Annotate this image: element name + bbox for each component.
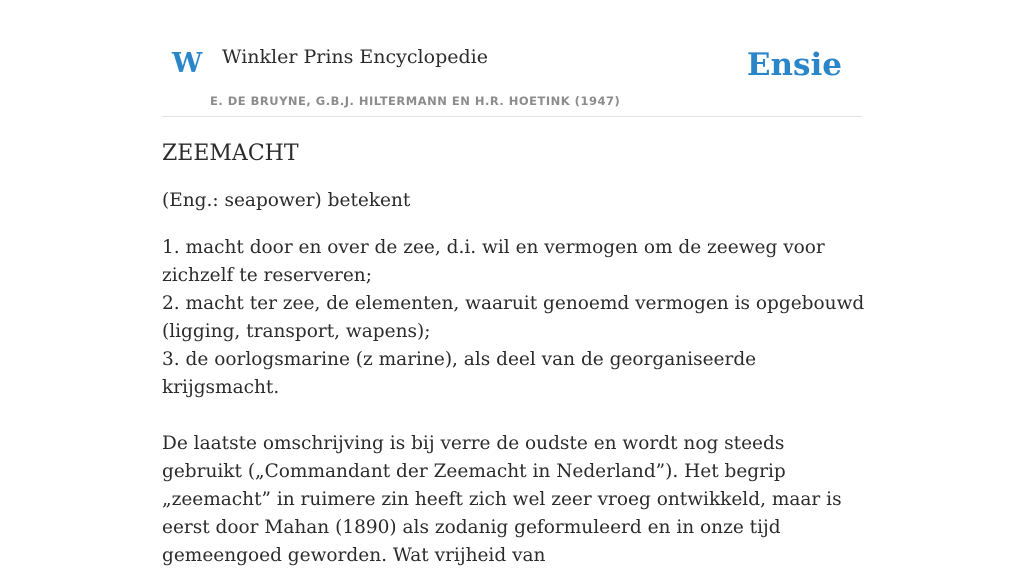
entry-title: ZEEMACHT (162, 141, 299, 166)
definition-item: 3. de oorlogsmarine (z marine), als deel van de georganiseerde krijgsmacht. (162, 349, 757, 398)
definition-item: 1. macht door en over de zee, d.i. wil en vermogen om de zeeweg voor zichzelf te reserveren; (162, 237, 825, 286)
encyclopedia-title[interactable]: Winkler Prins Encyclopedie (222, 46, 488, 68)
winkler-prins-logo[interactable]: W (172, 48, 203, 79)
definition-list (162, 234, 867, 402)
entry-intro: (Eng.: seapower) betekent (162, 190, 411, 211)
definition-item: 2. macht ter zee, de elementen, waaruit genoemd vermogen is opgebouwd (ligging, transport, wapens); (162, 293, 865, 342)
header (162, 0, 862, 117)
ensie-logo[interactable]: Ensie (746, 47, 842, 83)
entry-paragraph: De laatste omschrijving is bij verre de oudste en wordt nog steeds gebruikt („Commandant der Zeemacht in Nederland”). Het begrip „zeemacht” in ruimere zin heeft zich wel zeer vroeg ontwikkeld, maar is eerst door Mahan (1890) als zodanig geformuleerd en in onze tijd gemeengoed geworden. Wat vrijheid van (162, 433, 842, 566)
authors-line: E. DE BRUYNE, G.B.J. HILTERMANN EN H.R. HOETINK (1947) (210, 94, 621, 108)
entry-content (162, 138, 867, 570)
